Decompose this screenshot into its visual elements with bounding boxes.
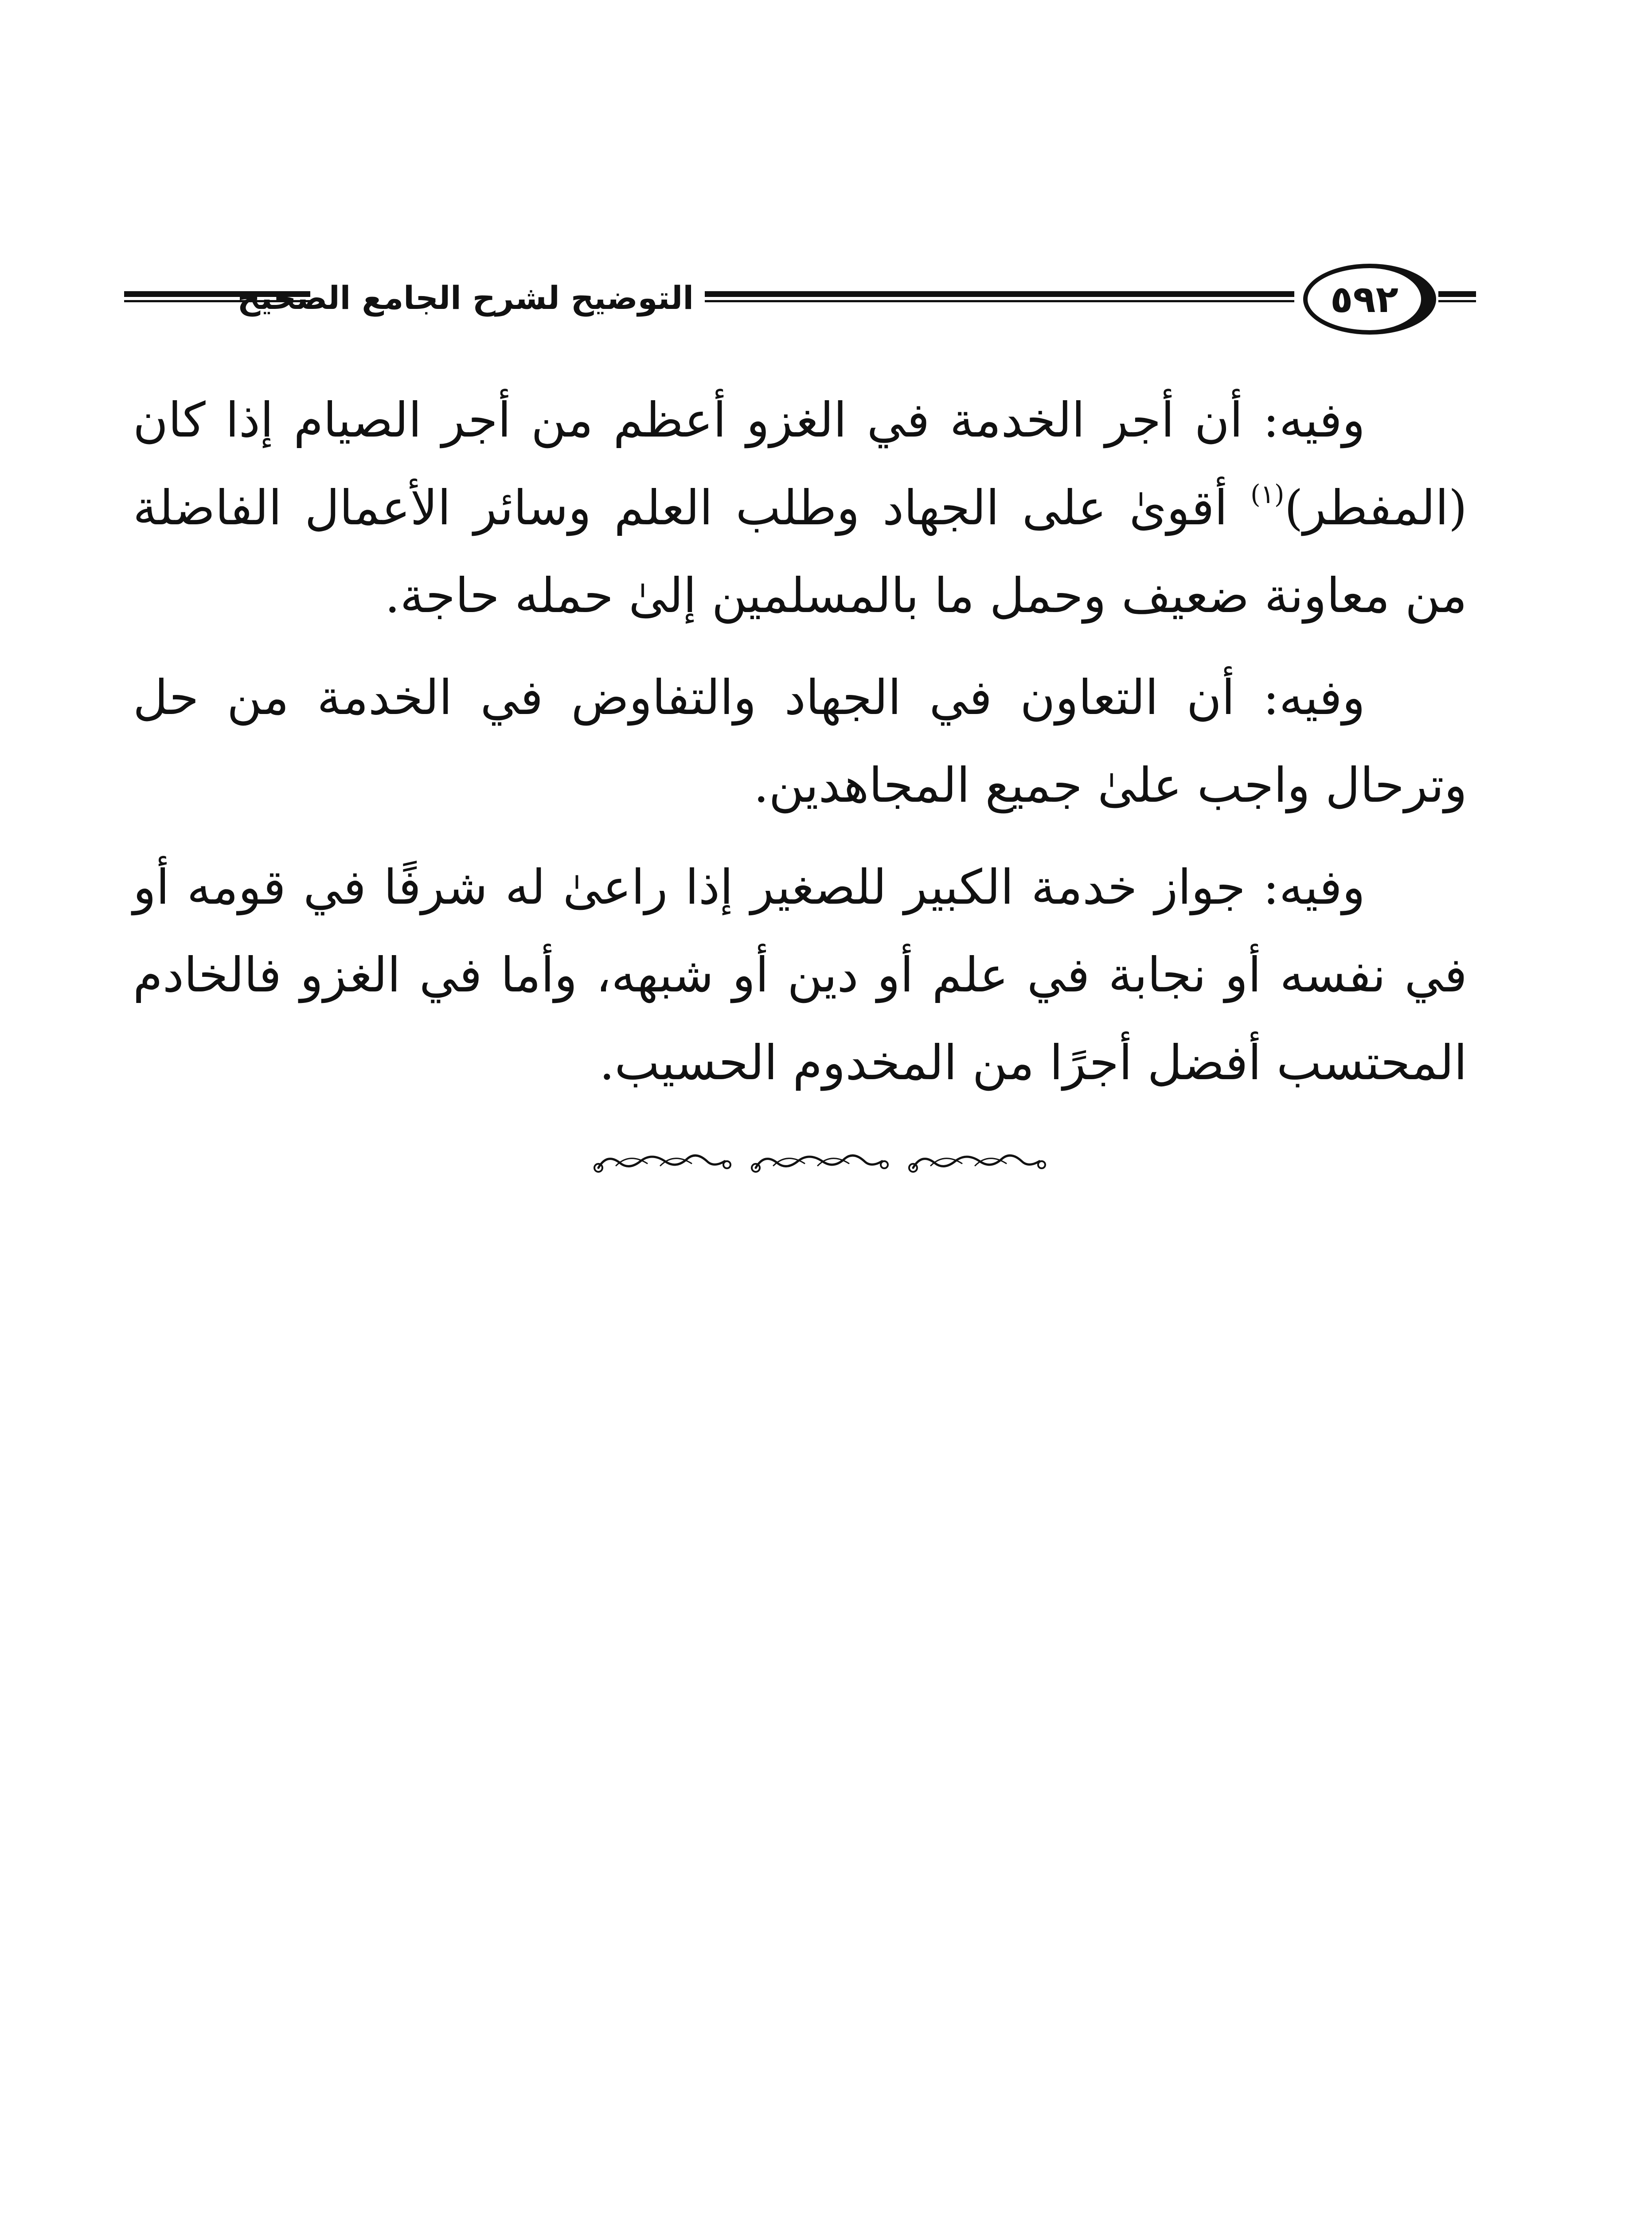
ornament-flourish-1 xyxy=(594,1155,730,1172)
main-text xyxy=(133,377,1467,1107)
ornament-flourish-2 xyxy=(752,1155,888,1172)
running-header xyxy=(124,264,1476,339)
paragraph-2: وفيه: أن التعاون في الجهاد والتفاوض في الخدمة من حل وترحال واجب علىٰ جميع المجاهدين. xyxy=(133,670,1467,813)
paragraph-1-text-end: أقوىٰ على الجهاد وطلب العلم وسائر الأعمال الفاضلة من معاونة ضعيف وحمل ما بالمسلمين إلىٰ حمله حاجة. xyxy=(133,480,1467,624)
paragraph-3: وفيه: جواز خدمة الكبير للصغير إذا راعىٰ له شرفًا في قومه أو في نفسه أو نجابة في علم أو دين أو شبهه، وأما في الغزو فالخادم المحتسب أفضل أجرًا من المخدوم الحسيب. xyxy=(133,860,1467,1091)
paragraph-1 xyxy=(133,377,1467,640)
paragraph-1-text-start: وفيه: أن أجر الخدمة في الغزو أعظم من أجر الصيام إذا كان (المفطر) xyxy=(133,393,1467,536)
header-rule-right xyxy=(1438,291,1476,302)
section-end-ornament xyxy=(590,1148,1055,1179)
footnote-reference: (١) xyxy=(1250,479,1285,509)
page-number-badge: ٥٩٢ xyxy=(1303,264,1436,335)
header-rule-middle xyxy=(705,291,1294,302)
ornament-flourish-3 xyxy=(909,1155,1045,1172)
running-title: التوضيح لشرح الجامع الصحيح xyxy=(237,279,694,316)
